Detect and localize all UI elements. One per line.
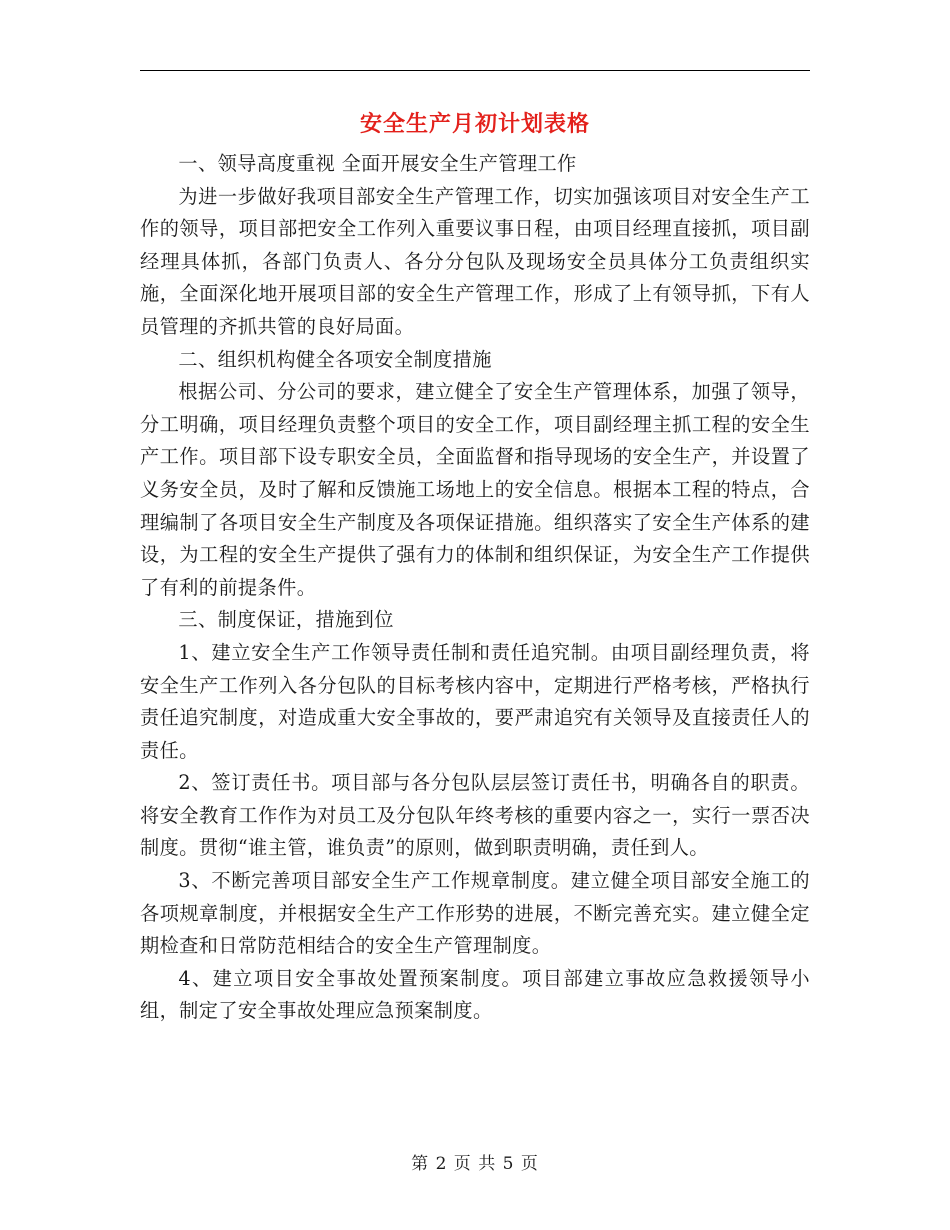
document-title: 安全生产月初计划表格 <box>359 111 590 137</box>
paragraph-item-4: 4、建立项目安全事故处置预案制度。项目部建立事故应急救援领导小组，制定了安全事故处理应急预案制度。 <box>140 966 810 1023</box>
paragraph-organization: 根据公司、分公司的要求，建立健全了安全生产管理体系，加强了领导，分工明确，项目经理负责整个项目的安全工作，项目副经理主抓工程的安全生产工作。项目部下设专职安全员，全面监督和指导现场的安全生产，并设置了义务安全员，及时了解和反馈施工场地上的安全信息。根据本工程的特点，合理编制了各项目安全生产制度及各项保证措施。组织落实了安全生产体系的建设，为工程的安全生产提供了强有力的体制和组织保证，为安全生产工作提供了有利的前提条件。 <box>140 380 810 599</box>
header-rule <box>140 70 810 71</box>
section-heading-1: 一、领导高度重视 全面开展安全生产管理工作 <box>178 152 577 175</box>
document-body <box>140 148 810 1028</box>
paragraph-item-3: 3、不断完善项目部安全生产工作规章制度。建立健全项目部安全施工的各项规章制度，并根据安全生产工作形势的进展，不断完善充实。建立健全定期检查和日常防范相结合的安全生产管理制度。 <box>140 869 810 958</box>
paragraph-item-1: 1、建立安全生产工作领导责任制和责任追究制。由项目副经理负责，将安全生产工作列入各分包队的目标考核内容中，定期进行严格考核，严格执行责任追究制度，对造成重大安全事故的，要严肃追究有关领导及直接责任人的责任。 <box>140 640 810 762</box>
section-heading-2: 二、组织机构健全各项安全制度措施 <box>178 347 492 371</box>
paragraph-leadership: 为进一步做好我项目部安全生产管理工作，切实加强该项目对安全生产工作的领导，项目部把安全工作列入重要议事日程，由项目经理直接抓，项目副经理具体抓，各部门负责人、各分分包队及现场安全员具体分工负责组织实施，全面深化地开展项目部的安全生产管理工作，形成了上有领导抓，下有人员管理的齐抓共管的良好局面。 <box>140 184 810 338</box>
paragraph-item-2: 2、签订责任书。项目部与各分包队层层签订责任书，明确各自的职责。将安全教育工作作为对员工及分包队年终考核的重要内容之一，实行一票否决制度。贯彻“谁主管，谁负责”的原则，做到职责明确，责任到人。 <box>140 771 810 860</box>
section-heading-3: 三、制度保证，措施到位 <box>178 608 394 632</box>
page-number: 第 2 页 共 5 页 <box>411 1154 539 1174</box>
